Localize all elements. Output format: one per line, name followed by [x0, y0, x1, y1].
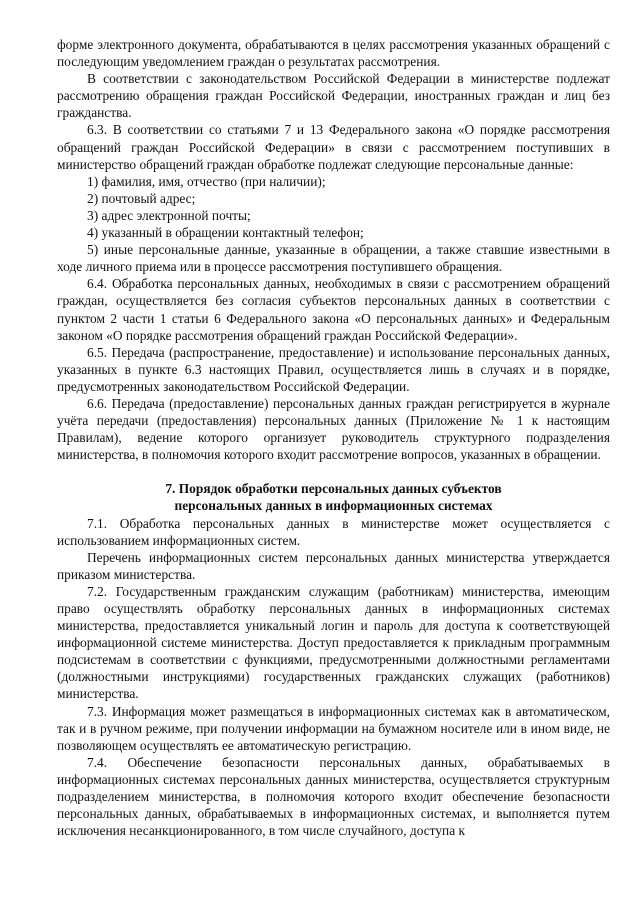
paragraph-6-5: 6.5. Передача (распространение, предоставление) и использование персональных данных, указанных в пункте 6.3 настоящих Правил, осуществляется лишь в случаях и в порядке, предусмотренных законодательством Российской Федерации. [57, 344, 610, 394]
paragraph-systems-list: Перечень информационных систем персональных данных министерства утверждается приказом министерства. [57, 549, 610, 582]
document-page [57, 36, 610, 839]
paragraph-6-4: 6.4. Обработка персональных данных, необходимых в связи с рассмотрением обращений граждан, осуществляется без согласия субъектов персональных данных в соответствии с пунктом 2 части 1 статьи 6 Федерального закона «О персональных данных» и Федеральным законом «О порядке рассмотрения обращений граждан Российской Федерации». [57, 276, 610, 343]
section-heading-line-1: 7. Порядок обработки персональных данных субъектов [165, 481, 502, 497]
list-item-1: 1) фамилия, имя, отчество (при наличии); [87, 173, 326, 189]
paragraph-7-2: 7.2. Государственным гражданским служащим (работникам) министерства, имеющим право осуществлять обработку персональных данных в информационных системах министерства, предоставляется уникальный логин и пароль для доступа к соответствующей информационной системе министерства. Доступ предоставляется к прикладным программным подсистемам в соответствии с функциями, предусмотренными должностными регламентами (должностными инструкциями) государственных гражданских служащих (работников) министерства. [57, 583, 610, 702]
list-item-4: 4) указанный в обращении контактный телефон; [87, 225, 364, 241]
list-item-3: 3) адрес электронной почты; [87, 207, 251, 223]
section-heading [57, 480, 610, 514]
paragraph-7-1: 7.1. Обработка персональных данных в министерстве может осуществляется с использованием информационных систем. [57, 515, 610, 548]
paragraph-7-3: 7.3. Информация может размещаться в информационных системах как в автоматическом, так и в ручном режиме, при получении информации на бумажном носителе или в ином виде, не позволяющем осуществлять ее автоматическую регистрацию. [57, 703, 610, 753]
section-heading-line-2: персональных данных в информационных системах [174, 498, 493, 514]
paragraph-6-3: 6.3. В соответствии со статьями 7 и 13 Федерального закона «О порядке рассмотрения обращений граждан Российской Федерации» в связи с рассмотрением поступивших в министерство обращений граждан обработке подлежат следующие персональные данные: [57, 122, 610, 172]
list-item-2: 2) почтовый адрес; [87, 190, 196, 206]
paragraph-7-4: 7.4. Обеспечение безопасности персональных данных, обрабатываемых в информационных системах персональных данных министерства, осуществляется структурным подразделением министерства, в полномочия которого входит обеспечение безопасности персональных данных, обрабатываемых в информационных системах, и выполняется путем исключения несанкционированного, в том числе случайного, доступа к [57, 754, 610, 839]
list-item-5: 5) иные персональные данные, указанные в обращении, а также ставшие известными в ходе личного приема или в процессе рассмотрения поступившего обращения. [57, 242, 610, 275]
paragraph-continuation: форме электронного документа, обрабатываются в целях рассмотрения указанных обращений с последующим уведомлением граждан о результатах рассмотрения. [57, 37, 610, 70]
paragraph-6-6: 6.6. Передача (предоставление) персональных данных граждан регистрируется в журнале учёта передачи (предоставления) персональных данных (Приложение № 1 к настоящим Правилам), ведение которого организует руководитель структурного подразделения министерства, в полномочия которого входит рассмотрение вопросов, указанных в обращении. [57, 395, 610, 463]
paragraph-jurisdiction: В соответствии с законодательством Российской Федерации в министерстве подлежат рассмотрению обращения граждан Российской Федерации, иностранных граждан и лиц без гражданства. [57, 71, 610, 121]
